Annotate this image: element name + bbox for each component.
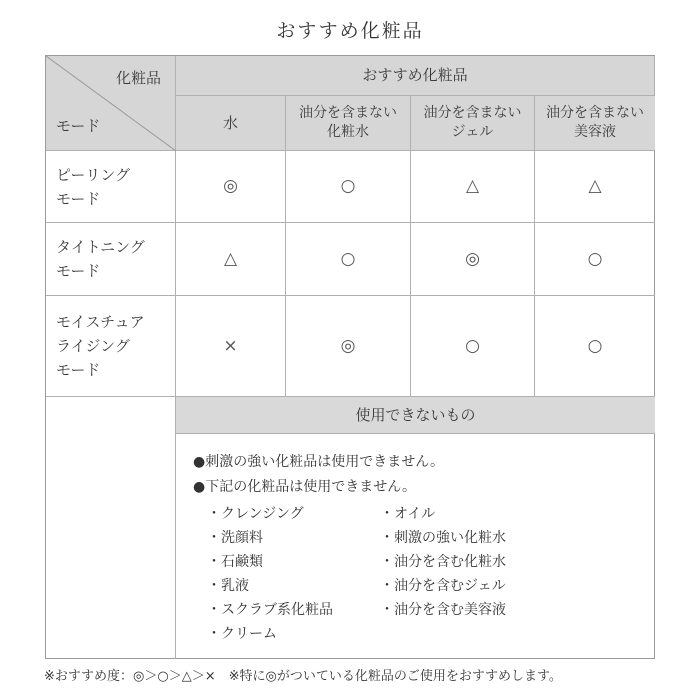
rating-cell: ◎ [411,223,535,296]
row-header-peeling: ピーリング モード [46,151,176,223]
list-item: ・オイル [380,506,436,522]
list-item: ・油分を含む美容液 [380,602,506,618]
group-header: おすすめ化粧品 [176,56,655,96]
list-item: ・クリーム [207,626,277,642]
rating-cell: × [176,296,286,397]
unusable-heading: 使用できないもの [176,397,655,434]
rating-cell: ○ [535,296,655,397]
row-header-tightening: タイトニング モード [46,223,176,296]
rating-cell: ○ [286,223,411,296]
note-irritating: ●刺激の強い化粧品は使用できません。 [193,454,445,470]
row-header-moisture: モイスチュア ライジング モード [46,296,176,397]
unusable-notes [175,433,655,659]
list-item: ・油分を含むジェル [380,578,506,594]
corner-label-cosmetics: 化粧品 [115,69,161,87]
column-header-serum: 油分を含まない 美容液 [535,96,655,151]
list-item: ・クレンジング [207,506,304,522]
blank-column [46,397,176,659]
list-item: ・刺激の強い化粧水 [380,530,506,546]
rating-cell: ◎ [286,296,411,397]
column-header-gel: 油分を含まない ジェル [411,96,535,151]
list-item: ・スクラブ系化粧品 [207,602,333,618]
list-item: ・石鹸類 [207,554,263,570]
rating-cell: ◎ [176,151,286,223]
corner-label-mode: モード [56,116,101,135]
rating-cell: △ [535,151,655,223]
column-header-toner: 油分を含まない 化粧水 [286,96,411,151]
list-item: ・洗顔料 [207,530,263,546]
list-item: ・油分を含む化粧水 [380,554,506,570]
left-list [207,502,333,646]
note-listed: ●下記の化粧品は使用できません。 [193,479,417,495]
corner-header [46,56,176,151]
footer-note: ※おすすめ度：◎＞○＞△＞× ※特に◎がついている化粧品のご使用をおすすめします。 [44,669,562,684]
right-list [380,502,506,622]
list-item: ・乳液 [207,578,249,594]
rating-cell: ○ [411,296,535,397]
rating-cell: △ [176,223,286,296]
column-header-water: 水 [176,96,286,151]
rating-cell: ○ [286,151,411,223]
page-title: おすすめ化粧品 [276,20,424,42]
rating-cell: △ [411,151,535,223]
rating-cell: ○ [535,223,655,296]
